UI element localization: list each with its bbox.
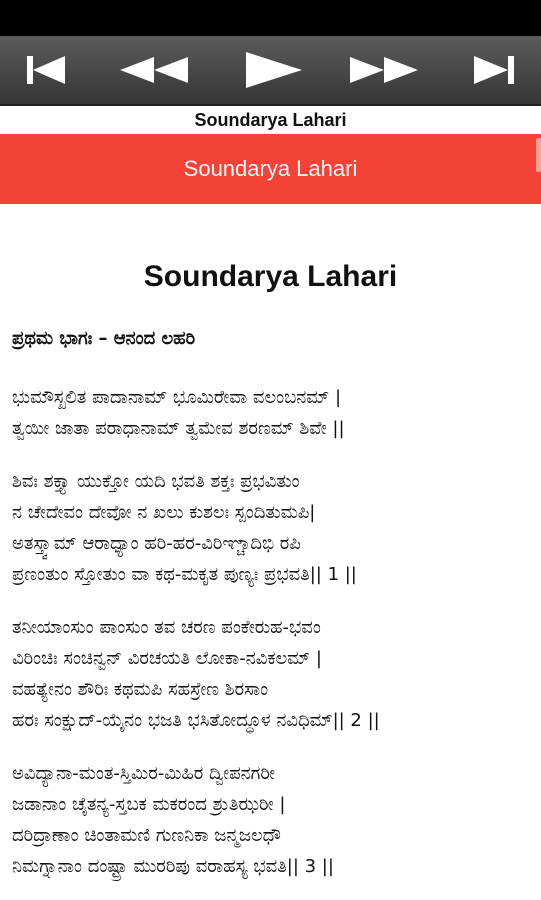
verse-line: ನ ಚೇದೇವಂ ದೇವೋ ನ ಖಲು ಕುಶಲಃ ಸ್ಪಂದಿತುಮಪಿ| bbox=[12, 502, 316, 523]
content-area[interactable] bbox=[0, 204, 541, 900]
skip-next-icon bbox=[466, 50, 526, 90]
verse-line: ದರಿದ್ರಾಣಾಂ ಚಿಂತಾಮಣಿ ಗುಣನಿಕಾ ಜನ್ಮಜಲಧೌ bbox=[12, 825, 281, 846]
play-icon bbox=[236, 48, 306, 92]
fast-forward-icon bbox=[344, 50, 424, 90]
verse-line: ಹರಃ ಸಂಕ್ಷುದ್-ಯೈನಂ ಭಜತಿ ಭಸಿತೋದ್ಧೂಳ ನವಿಧಿಮ್|| 2 || bbox=[12, 710, 380, 731]
verse-line: ವಹತ್ಯೇನಂ ಶೌರಿಃ ಕಥಮಪಿ ಸಹಸ್ರೇಣ ಶಿರಸಾಂ bbox=[12, 679, 269, 700]
play-button[interactable] bbox=[231, 44, 311, 96]
section-heading: ಪ್ರಥಮ ಭಾಗಃ – ಆನಂದ ಲಹರಿ bbox=[12, 328, 196, 349]
verse-list bbox=[12, 382, 532, 900]
verse bbox=[12, 382, 532, 444]
fast-forward-button[interactable] bbox=[344, 44, 424, 96]
status-bar bbox=[0, 0, 541, 36]
verse-line: ಅವಿದ್ಯಾನಾ-ಮಂತ-ಸ್ತಿಮಿರ-ಮಿಹಿರ ದ್ವೀಪನಗರೀ bbox=[12, 763, 276, 784]
verse-line: ಭುಮೌಸ್ಖಲಿತ ಪಾದಾನಾಮ್ ಭೂಮಿರೇವಾ ವಲಂಬನಮ್ | bbox=[12, 387, 342, 408]
toolbar-title: Soundarya Lahari bbox=[183, 156, 358, 181]
toolbar bbox=[0, 134, 541, 204]
scrollbar[interactable] bbox=[536, 138, 541, 172]
verse-line: ಪ್ರಣಂತುಂ ಸ್ತೋತುಂ ವಾ ಕಥ-ಮಕೃತ ಪುಣ್ಯಃ ಪ್ರಭವತಿ|| 1 || bbox=[12, 564, 357, 585]
verse bbox=[12, 612, 532, 736]
media-controls bbox=[0, 36, 541, 106]
verse-line: ನಿಮಗ್ನಾನಾಂ ದಂಷ್ಟ್ರಾ ಮುರರಿಪು ವರಾಹಸ್ಯ ಭವತಿ|| 3 || bbox=[12, 856, 334, 877]
page-title: Soundarya Lahari bbox=[143, 260, 398, 293]
verse-line: ಜಡಾನಾಂ ಚೈತನ್ಯ-ಸ್ತಬಕ ಮಕರಂದ ಶ್ರುತಿಝರೀ | bbox=[12, 794, 286, 815]
rewind-icon bbox=[116, 50, 196, 90]
verse bbox=[12, 466, 532, 590]
verse bbox=[12, 758, 532, 882]
header-title: Soundarya Lahari bbox=[0, 106, 541, 134]
verse-line: ತ್ವಯೀ ಜಾತಾ ಪರಾಧಾನಾಮ್ ತ್ವಮೇವ ಶರಣಮ್ ಶಿವೇ || bbox=[12, 418, 345, 439]
skip-previous-icon bbox=[21, 50, 71, 90]
skip-next-button[interactable] bbox=[456, 44, 536, 96]
verse-line: ವಿರಿಂಚಿಃ ಸಂಚಿನ್ವನ್ ವಿರಚಯತಿ ಲೋಕಾ-ನವಿಕಲಮ್ | bbox=[12, 648, 322, 669]
verse-line: ತನೀಯಾಂಸುಂ ಪಾಂಸುಂ ತವ ಚರಣ ಪಂಕೇರುಹ-ಭವಂ bbox=[12, 617, 321, 638]
verse-line: ಶಿವಃ ಶಕ್ತ್ಯಾ ಯುಕ್ತೋ ಯದಿ ಭವತಿ ಶಕ್ತಃ ಪ್ರಭವಿತುಂ bbox=[12, 471, 300, 492]
verse-line: ಅತಸ್ತ್ವಾಮ್ ಆರಾಧ್ಯಾಂ ಹರಿ-ಹರ-ವಿರಿಞ್ಚಾದಿಭಿ ರಪಿ bbox=[12, 533, 301, 554]
rewind-button[interactable] bbox=[116, 44, 196, 96]
skip-previous-button[interactable] bbox=[6, 44, 86, 96]
